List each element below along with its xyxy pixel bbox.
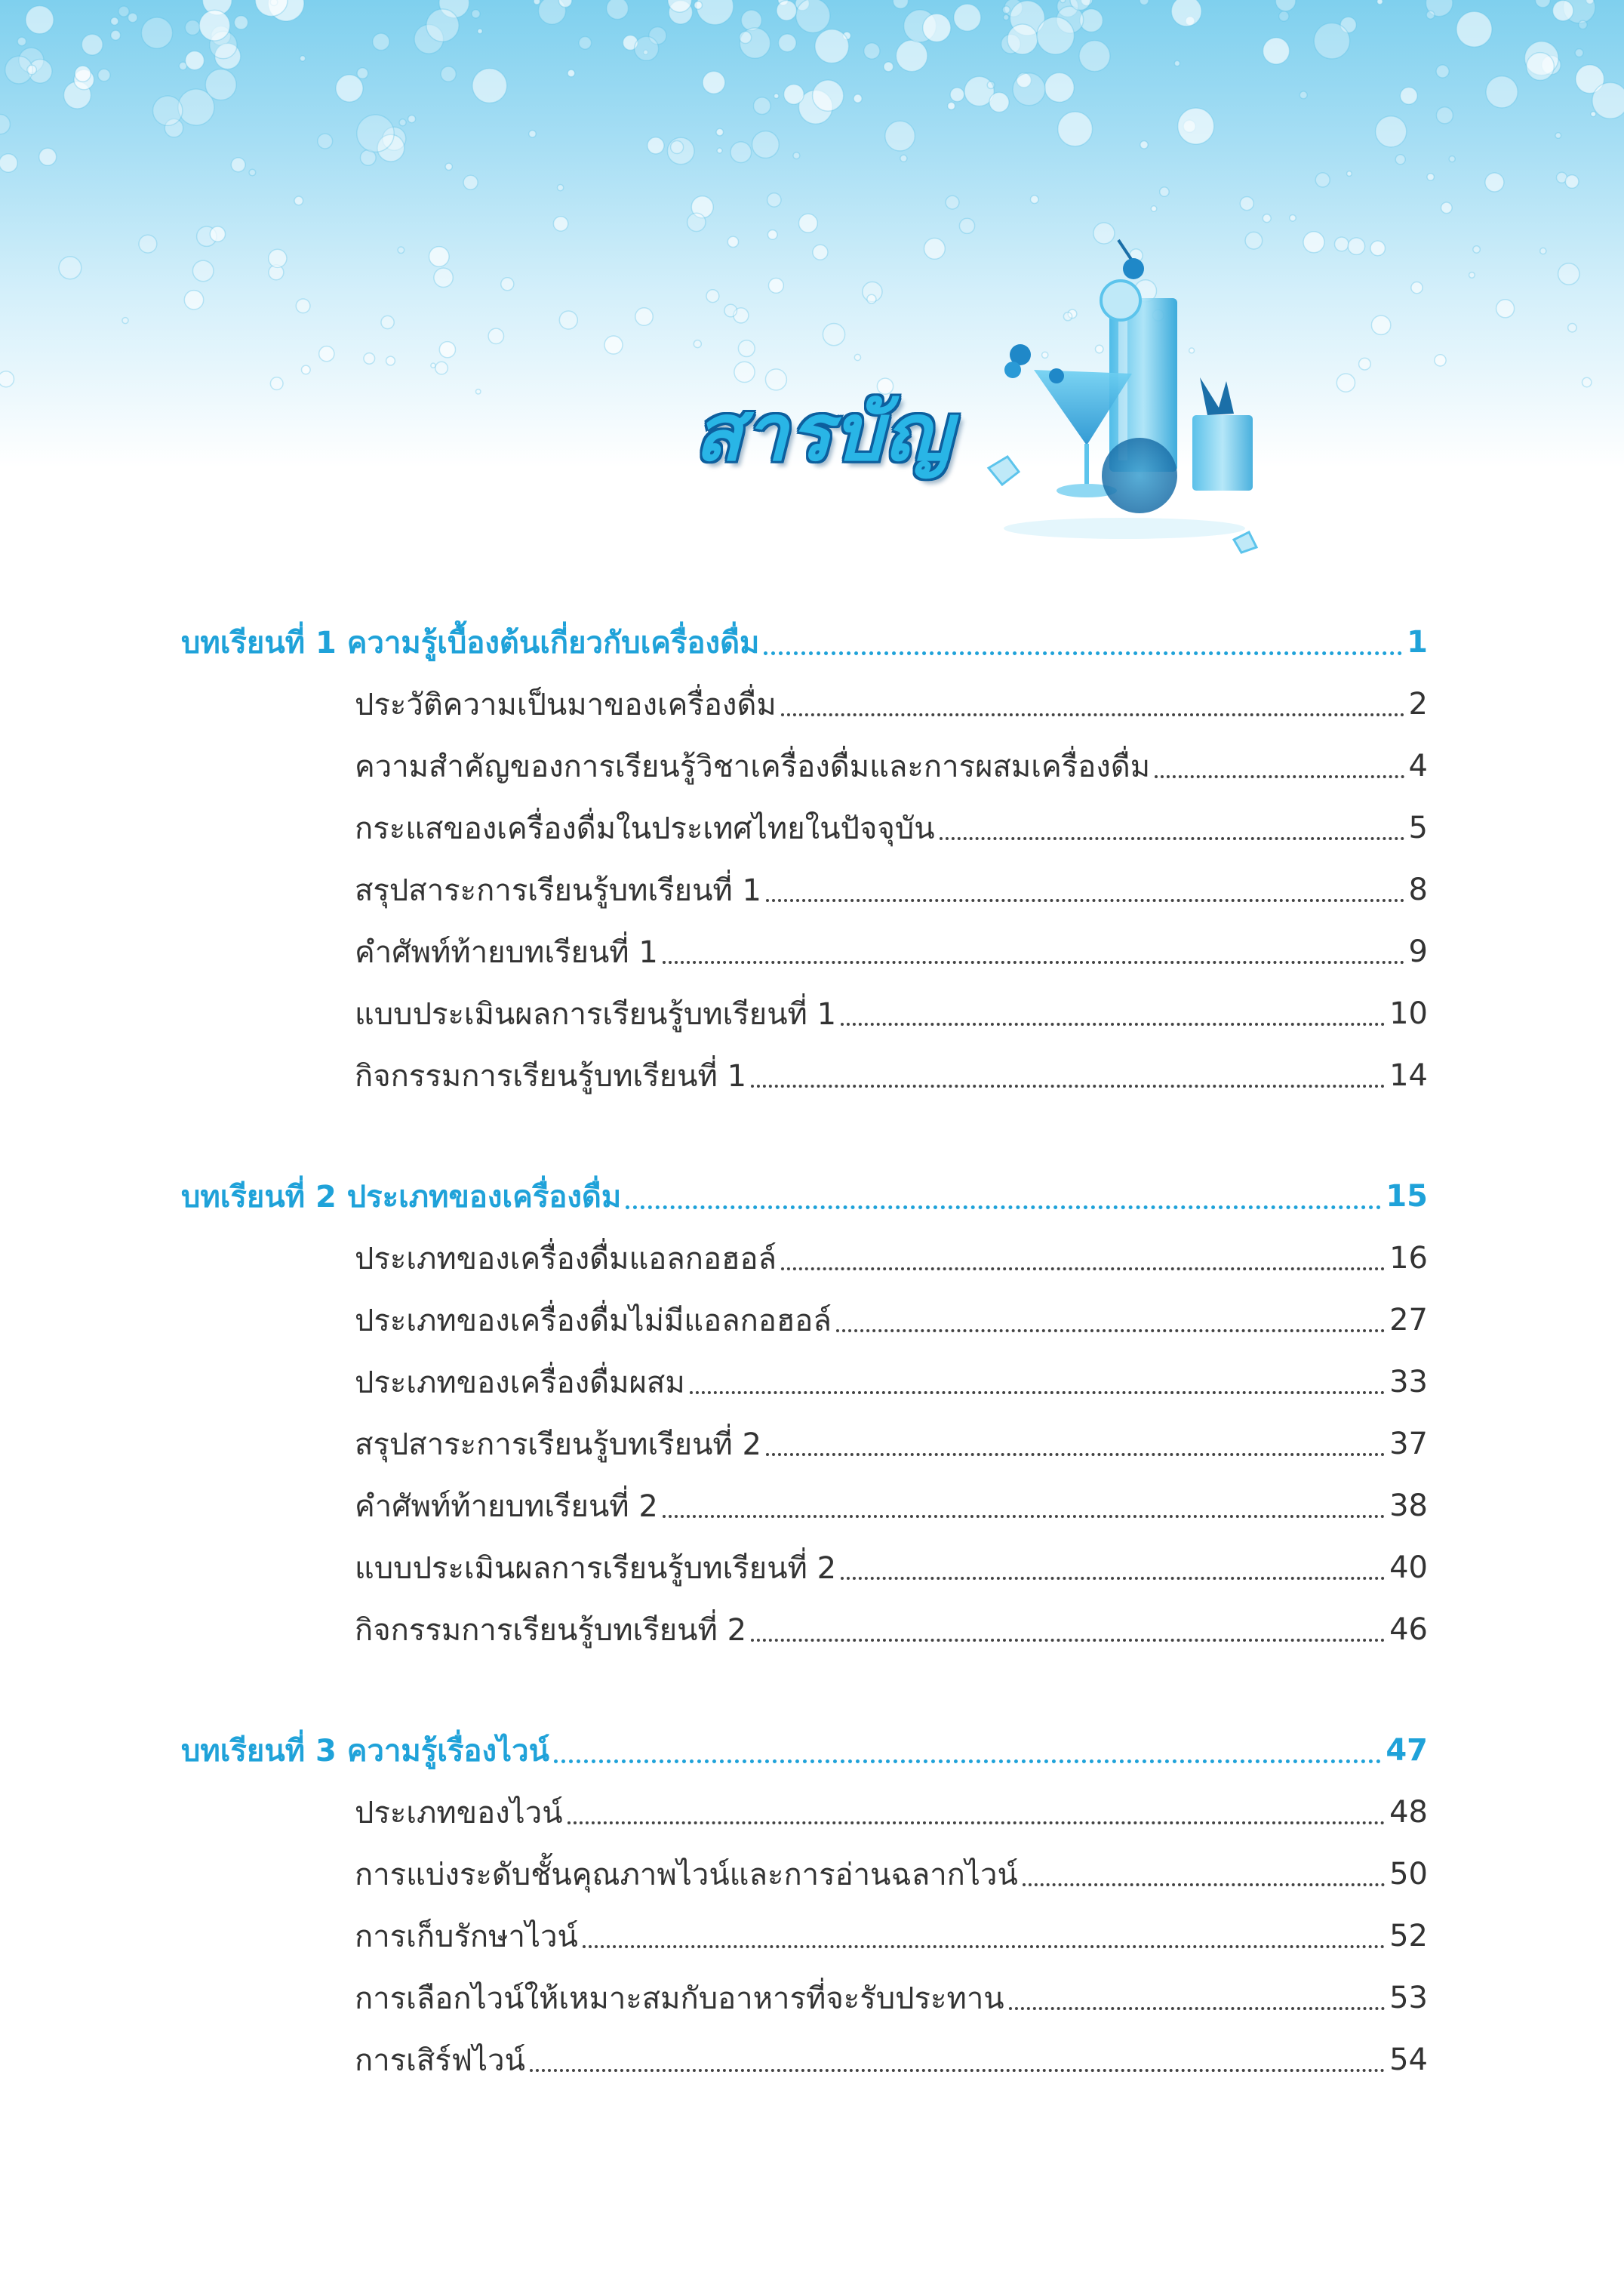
dot-leader: [751, 1639, 1385, 1642]
water-droplet: [1058, 112, 1093, 146]
water-droplet: [445, 163, 452, 170]
water-droplet: [1427, 174, 1434, 180]
toc-chapter: [0, 1719, 1624, 2091]
water-droplet: [884, 62, 894, 72]
water-droplet: [767, 193, 781, 207]
toc-entry[interactable]: [355, 1781, 1428, 1843]
water-droplet: [1376, 116, 1407, 147]
toc-chapter-title: บทเรียนที่ 3 ความรู้เรื่องไวน์: [181, 1734, 549, 1769]
water-droplet: [716, 128, 723, 135]
water-droplet: [118, 6, 129, 17]
dot-leader: [841, 1577, 1385, 1580]
water-droplet: [864, 43, 880, 59]
water-droplet: [954, 4, 981, 31]
water-droplet: [1174, 60, 1180, 66]
table-of-contents: [0, 611, 1624, 2150]
toc-page-number: 8: [1408, 873, 1428, 907]
water-droplet: [989, 92, 1009, 112]
dot-leader: [663, 1515, 1385, 1518]
water-droplet: [730, 142, 752, 163]
dot-leader: [530, 2069, 1385, 2072]
water-droplet: [59, 257, 82, 279]
water-droplet: [82, 34, 103, 55]
water-droplet: [185, 20, 200, 35]
water-droplet: [1592, 82, 1624, 119]
water-droplet: [1371, 316, 1390, 334]
water-droplet: [1160, 187, 1169, 196]
water-droplet: [300, 56, 305, 61]
water-droplet: [1553, 0, 1573, 20]
water-droplet: [122, 318, 128, 324]
toc-entry[interactable]: [355, 735, 1428, 797]
water-droplet: [1300, 91, 1307, 99]
toc-page-number: 38: [1389, 1488, 1428, 1523]
water-droplet: [1151, 206, 1156, 211]
water-droplet: [17, 37, 26, 45]
toc-entry-title: คำศัพท์ท้ายบทเรียนที่ 2: [355, 1489, 658, 1524]
toc-entry[interactable]: [355, 1843, 1428, 1905]
water-droplet: [534, 0, 540, 5]
dot-leader: [766, 1453, 1385, 1456]
toc-entry[interactable]: [355, 1537, 1428, 1599]
water-droplet: [1456, 11, 1492, 47]
toc-chapter-heading[interactable]: [181, 1165, 1428, 1227]
water-droplet: [779, 34, 797, 52]
water-droplet: [1486, 76, 1518, 108]
water-droplet: [769, 279, 784, 294]
dot-leader: [663, 961, 1404, 964]
toc-entry-title: การแบ่งระดับชั้นคุณภาพไวน์และการอ่านฉลากไวน์: [355, 1858, 1018, 1892]
water-droplet: [946, 195, 959, 209]
water-droplet: [1568, 324, 1576, 332]
water-droplet: [141, 17, 172, 48]
toc-entry-title: กิจกรรมการเรียนรู้บทเรียนที่ 1: [355, 1059, 747, 1094]
water-droplet: [439, 342, 455, 358]
water-droplet: [567, 69, 575, 77]
water-droplet: [1582, 377, 1592, 386]
water-droplet: [27, 65, 36, 74]
water-droplet: [635, 308, 653, 325]
water-droplet: [1400, 88, 1417, 105]
water-droplet: [1263, 38, 1290, 64]
toc-entry[interactable]: [355, 1475, 1428, 1537]
water-droplet: [1004, 14, 1009, 20]
toc-page-number: 27: [1389, 1303, 1428, 1338]
water-droplet: [553, 217, 567, 231]
toc-entry-title: ประเภทของเครื่องดื่มไม่มีแอลกอฮอล์: [355, 1304, 832, 1338]
water-droplet: [1240, 197, 1253, 211]
toc-page-number: 33: [1389, 1365, 1428, 1399]
water-droplet: [501, 278, 514, 291]
dot-leader: [781, 1267, 1385, 1270]
water-droplet: [1473, 246, 1480, 253]
toc-page-number: 1: [1407, 625, 1428, 660]
water-droplet: [1263, 214, 1271, 223]
water-droplet: [1348, 238, 1364, 254]
water-droplet: [727, 236, 738, 247]
toc-chapter-heading[interactable]: [181, 611, 1428, 673]
water-droplet: [1007, 24, 1038, 54]
water-droplet: [1575, 49, 1583, 57]
water-droplet: [752, 131, 780, 159]
water-droplet: [1003, 6, 1010, 14]
water-droplet: [813, 245, 828, 260]
water-droplet: [885, 121, 915, 151]
toc-chapter-heading[interactable]: [181, 1719, 1428, 1781]
toc-chapter: [0, 1165, 1624, 1661]
toc-entry[interactable]: [355, 1227, 1428, 1289]
water-droplet: [472, 69, 507, 103]
toc-page-number: 40: [1389, 1550, 1428, 1585]
toc-page-number: 46: [1389, 1612, 1428, 1647]
water-droplet: [1411, 282, 1423, 294]
water-droplet: [784, 85, 804, 105]
water-droplet: [476, 389, 481, 394]
toc-entry[interactable]: [355, 673, 1428, 735]
water-droplet: [1449, 156, 1455, 162]
toc-entry-title: กิจกรรมการเรียนรู้บทเรียนที่ 2: [355, 1613, 747, 1648]
water-droplet: [386, 356, 395, 365]
dot-leader: [781, 713, 1404, 716]
water-droplet: [604, 336, 623, 354]
water-droplet: [463, 175, 478, 189]
water-droplet: [153, 96, 183, 125]
water-droplet: [694, 340, 701, 348]
dot-leader: [841, 1023, 1385, 1026]
water-droplet: [777, 1, 797, 21]
dot-leader: [1009, 2007, 1385, 2010]
water-droplet: [98, 69, 110, 81]
toc-chapter-title: บทเรียนที่ 1 ความรู้เบื้องต้นเกี่ยวกับเครื่องดื่ม: [181, 626, 760, 660]
water-droplet: [987, 82, 995, 89]
water-droplet: [1469, 272, 1475, 279]
dot-leader: [751, 1085, 1385, 1088]
toc-page-number: 37: [1389, 1427, 1428, 1461]
toc-page-number: 10: [1389, 996, 1428, 1031]
toc-page-number: 16: [1389, 1241, 1428, 1276]
page-title: สารบัญ: [694, 386, 953, 479]
water-droplet: [1527, 53, 1555, 81]
toc-page-number: 9: [1408, 934, 1428, 969]
toc-entry[interactable]: [355, 797, 1428, 859]
water-droplet: [813, 80, 844, 111]
toc-entry-title: ประวัติความเป็นมาของเครื่องดื่ม: [355, 688, 777, 722]
water-droplet: [706, 290, 719, 303]
water-droplet: [900, 155, 907, 162]
water-droplet: [184, 291, 203, 309]
water-droplet: [1485, 173, 1504, 192]
water-droplet: [950, 88, 964, 102]
water-droplet: [434, 268, 453, 287]
water-droplet: [703, 71, 725, 94]
water-droplet: [1314, 23, 1349, 59]
toc-page-number: 47: [1386, 1733, 1428, 1768]
water-droplet: [302, 365, 311, 374]
dot-leader: [1023, 1883, 1385, 1886]
dot-leader: [836, 1329, 1385, 1332]
dot-leader: [626, 1205, 1381, 1209]
water-droplet: [1303, 232, 1324, 253]
water-droplet: [398, 247, 404, 254]
toc-entry-title: แบบประเมินผลการเรียนรู้บทเรียนที่ 2: [355, 1551, 837, 1586]
water-droplet: [1171, 0, 1201, 26]
water-droplet: [1426, 11, 1435, 19]
water-droplet: [357, 115, 394, 152]
water-droplet: [724, 304, 737, 317]
water-droplet: [1031, 195, 1039, 204]
toc-page-number: 5: [1408, 811, 1428, 845]
water-droplet: [854, 354, 860, 360]
water-droplet: [441, 66, 456, 82]
water-droplet: [579, 37, 592, 50]
water-droplet: [435, 362, 448, 374]
water-droplet: [1436, 107, 1453, 124]
water-droplet: [269, 249, 287, 267]
dot-leader: [690, 1391, 1385, 1394]
water-droplet: [793, 152, 800, 159]
water-droplet: [319, 346, 334, 362]
water-droplet: [1395, 155, 1405, 165]
water-droplet: [741, 10, 761, 30]
toc-entry[interactable]: [355, 1905, 1428, 1967]
water-droplet: [1037, 17, 1074, 54]
toc-entry[interactable]: [355, 983, 1428, 1045]
water-droplet: [231, 158, 245, 172]
toc-chapter: [0, 611, 1624, 1107]
toc-chapter-title: บทเรียนที่ 2 ประเภทของเครื่องดื่ม: [181, 1180, 622, 1214]
water-droplet: [408, 115, 416, 123]
water-droplet: [205, 69, 236, 100]
water-droplet: [336, 75, 363, 102]
water-droplet: [472, 10, 480, 18]
water-droplet: [75, 66, 91, 82]
water-droplet: [186, 51, 205, 70]
water-droplet: [896, 40, 927, 72]
water-droplet: [1496, 300, 1515, 318]
water-droplet: [357, 68, 368, 79]
water-droplet: [854, 94, 862, 103]
toc-page-number: 14: [1389, 1058, 1428, 1093]
water-droplet: [1290, 215, 1296, 221]
water-droplet: [1275, 0, 1296, 11]
water-droplet: [234, 16, 248, 29]
toc-entry-title: สรุปสาระการเรียนรู้บทเรียนที่ 1: [355, 873, 761, 908]
water-droplet: [0, 115, 10, 134]
water-droplet: [199, 10, 230, 41]
water-droplet: [558, 185, 564, 191]
toc-entry-title: คำศัพท์ท้ายบทเรียนที่ 1: [355, 935, 658, 970]
water-droplet: [923, 14, 951, 42]
toc-entry-title: ประเภทของเครื่องดื่มแอลกอฮอล์: [355, 1242, 777, 1276]
water-droplet: [948, 102, 955, 109]
dot-leader: [940, 837, 1404, 840]
water-droplet: [1140, 141, 1148, 149]
water-droplet: [1435, 355, 1446, 366]
toc-page-number: 4: [1408, 749, 1428, 783]
water-droplet: [296, 299, 310, 313]
water-droplet: [26, 6, 54, 34]
water-droplet: [111, 17, 118, 25]
water-droplet: [270, 377, 283, 390]
water-droplet: [478, 29, 482, 33]
water-droplet: [1555, 133, 1561, 139]
water-droplet: [1315, 173, 1330, 187]
dot-leader: [1155, 775, 1404, 778]
water-droplet: [815, 29, 849, 63]
water-droplet: [429, 247, 450, 267]
water-droplet: [399, 119, 406, 126]
water-droplet: [559, 311, 577, 329]
dot-leader: [766, 899, 1404, 902]
toc-page-number: 54: [1389, 2043, 1428, 2077]
toc-entry-title: การเก็บรักษาไวน์: [355, 1919, 578, 1954]
water-droplet: [373, 33, 389, 50]
water-droplet: [1013, 73, 1045, 106]
water-droplet: [529, 131, 536, 137]
toc-entry[interactable]: [355, 1351, 1428, 1413]
water-droplet: [0, 371, 14, 387]
dot-leader: [567, 1821, 1386, 1824]
water-droplet: [1377, 0, 1383, 5]
water-droplet: [1591, 112, 1596, 117]
water-droplet: [1178, 108, 1214, 144]
water-droplet: [192, 260, 214, 282]
toc-entry-title: แบบประเมินผลการเรียนรู้บทเรียนที่ 1: [355, 997, 837, 1032]
water-droplet: [1370, 241, 1386, 256]
water-droplet: [111, 30, 121, 40]
toc-entry-title: การเลือกไวน์ให้เหมาะสมกับอาหารที่จะรับประทาน: [355, 1981, 1004, 2016]
water-droplet: [754, 97, 771, 115]
water-droplet: [694, 2, 703, 10]
water-droplet: [799, 214, 818, 232]
water-droplet: [867, 294, 876, 303]
water-droplet: [1441, 202, 1453, 214]
water-droplet: [738, 340, 755, 357]
water-droplet: [635, 36, 659, 60]
water-droplet: [1540, 248, 1546, 254]
toc-entry-title: ประเภทของไวน์: [355, 1796, 563, 1830]
water-droplet: [893, 0, 908, 8]
short-glass: [1192, 415, 1253, 491]
toc-page-number: 53: [1389, 1981, 1428, 2015]
toc-page-number: 50: [1389, 1857, 1428, 1892]
dot-leader: [764, 651, 1402, 655]
toc-entry-title: สรุปสาระการเรียนรู้บทเรียนที่ 2: [355, 1427, 761, 1462]
toc-entry[interactable]: [355, 1599, 1428, 1661]
water-droplet: [767, 230, 777, 240]
dot-leader: [554, 1759, 1381, 1763]
water-droplet: [294, 196, 303, 205]
water-droplet: [249, 169, 256, 176]
water-droplet: [1060, 0, 1066, 3]
water-droplet: [1336, 374, 1355, 392]
water-droplet: [381, 316, 394, 328]
toc-entry[interactable]: [355, 2029, 1428, 2091]
water-droplet: [717, 148, 722, 153]
water-droplet: [1279, 11, 1289, 21]
toc-entry[interactable]: [355, 921, 1428, 983]
water-droplet: [1579, 20, 1587, 29]
dot-leader: [583, 1945, 1385, 1948]
water-droplet: [1558, 263, 1579, 285]
water-droplet: [607, 0, 629, 20]
water-droplet: [924, 239, 946, 260]
toc-page-number: 2: [1408, 687, 1428, 722]
toc-entry[interactable]: [355, 859, 1428, 921]
toc-page-number: 52: [1389, 1919, 1428, 1953]
water-droplet: [647, 137, 664, 154]
water-droplet: [39, 148, 57, 165]
toc-entry-title: การเสิร์ฟไวน์: [355, 2043, 525, 2078]
toc-entry[interactable]: [355, 1289, 1428, 1351]
water-droplet: [687, 213, 706, 231]
toc-entry[interactable]: [355, 1045, 1428, 1107]
toc-page-number: 48: [1389, 1795, 1428, 1830]
water-droplet: [671, 141, 684, 154]
water-droplet: [1044, 72, 1074, 102]
toc-entry-title: ประเภทของเครื่องดื่มผสม: [355, 1365, 685, 1400]
toc-entry[interactable]: [355, 1413, 1428, 1475]
water-droplet: [823, 324, 844, 346]
water-droplet: [318, 134, 333, 149]
toc-page-number: 15: [1386, 1179, 1428, 1214]
water-droplet: [1140, 0, 1149, 5]
toc-entry[interactable]: [355, 1967, 1428, 2029]
water-droplet: [1335, 237, 1349, 251]
toc-entry-title: กระแสของเครื่องดื่มในประเทศไทยในปัจจุบัน: [355, 811, 935, 846]
water-droplet: [1565, 175, 1579, 189]
water-droplet: [796, 0, 830, 32]
water-droplet: [364, 353, 375, 365]
water-droplet: [139, 235, 157, 253]
water-droplet: [1079, 41, 1110, 72]
water-droplet: [426, 9, 459, 42]
cocktail-glasses-illustration: [973, 226, 1290, 574]
water-droplet: [740, 32, 752, 44]
water-droplet: [0, 154, 17, 172]
water-droplet: [210, 226, 225, 242]
water-droplet: [959, 218, 974, 233]
water-droplet: [1436, 65, 1449, 78]
water-droplet: [128, 13, 137, 22]
water-droplet: [1536, 0, 1551, 8]
water-droplet: [1347, 171, 1352, 177]
water-droplet: [774, 94, 779, 98]
toc-entry-title: ความสำคัญของการเรียนรู้วิชาเครื่องดื่มและการผสมเครื่องดื่ม: [355, 750, 1151, 784]
water-droplet: [488, 328, 503, 343]
water-droplet: [1359, 358, 1371, 370]
